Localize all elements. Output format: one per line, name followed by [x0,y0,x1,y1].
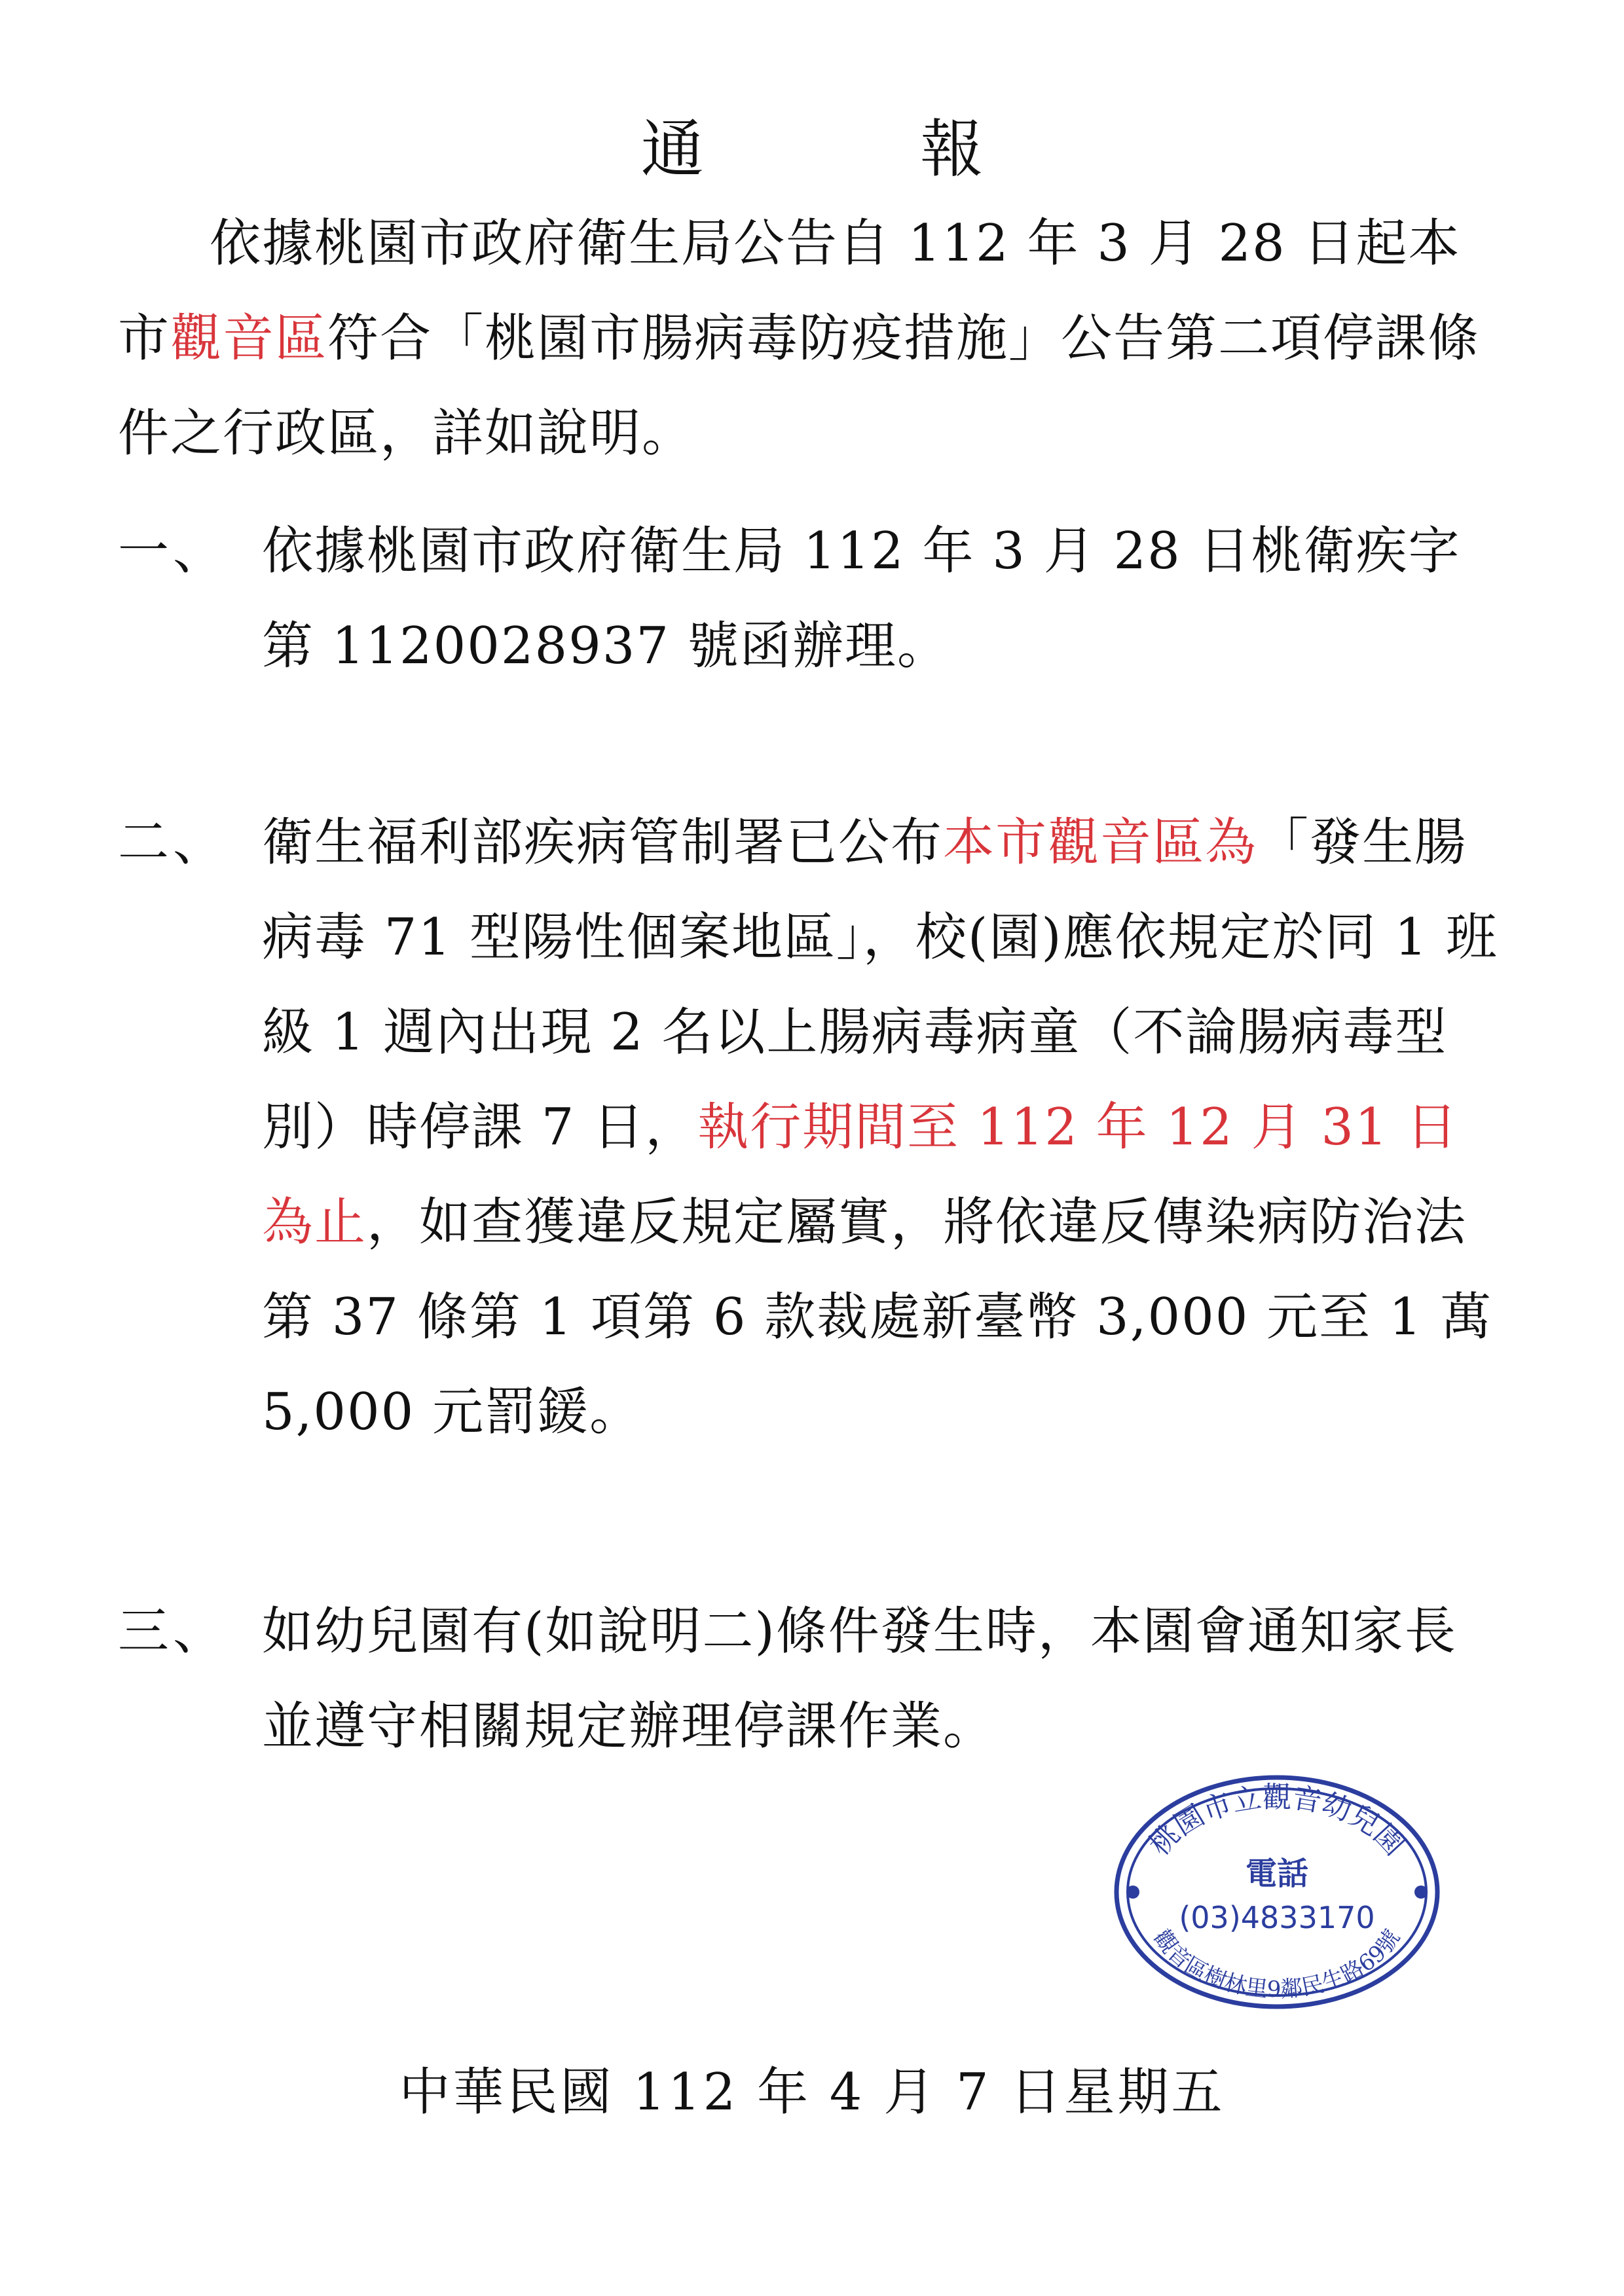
item-2-number: 二、 [118,813,229,872]
item-2-highlight-1: 本市觀音區為 [943,813,1258,872]
item-1-number: 一、 [118,522,229,581]
item-1-text: 依據桃園市政府衛生局 112 年 3 月 28 日桃衛疾字第 1120028937 號函辦理。 [262,522,1461,676]
item-2-text-3: ，如查獲違反規定屬實，將依違反傳染病防治法第 37 條第 1 項第 6 款裁處新臺幣 3,000 元至 1 萬 5,000 元罰鍰。 [262,1193,1493,1442]
intro-paragraph [118,196,1506,481]
item-2-body [262,795,1506,1460]
stamp-address: 觀音區樹林里9鄰民生路69號 [1148,1925,1406,2003]
intro-text-2: 符合「桃園市腸病毒防疫措施」公告第二項停課條件之行政區，詳如說明。 [118,309,1481,463]
item-3-text: 如幼兒園有(如說明二)條件發生時，本園會通知家長並遵守相關規定辦理停課作業。 [262,1602,1457,1756]
item-1 [118,504,1506,694]
item-2-highlight-2: 執行期間至 112 年 12 月 31 日為止 [262,1098,1459,1252]
stamp-school-name: 桃園市立觀音幼兒園 [1143,1781,1411,1862]
notice-title: 通 報 [640,113,1082,186]
stamp-phone-label: 電話 [1245,1855,1309,1892]
intro-district-highlight: 觀音區 [170,309,328,368]
item-3 [118,1584,1506,1774]
stamp-phone-number: (03)4833170 [1179,1900,1375,1935]
school-seal-stamp [1107,1768,1447,2016]
item-2-text-1: 衛生福利部疾病管制署已公布 [262,813,944,872]
item-2 [118,795,1506,1460]
item-2-text-2: 「發生腸病毒 71 型陽性個案地區」，校(園)應依規定於同 1 班級 1 週內出現 2 名以上腸病毒病童（不論腸病毒型別）時停課 7 日， [262,813,1498,1157]
item-3-number: 三、 [118,1602,229,1661]
intro-text-1: 依據桃園市政府衛生局公告自 112 年 3 月 28 日起本市 [118,214,1461,368]
issue-date: 中華民國 112 年 4 月 7 日星期五 [399,2063,1225,2122]
